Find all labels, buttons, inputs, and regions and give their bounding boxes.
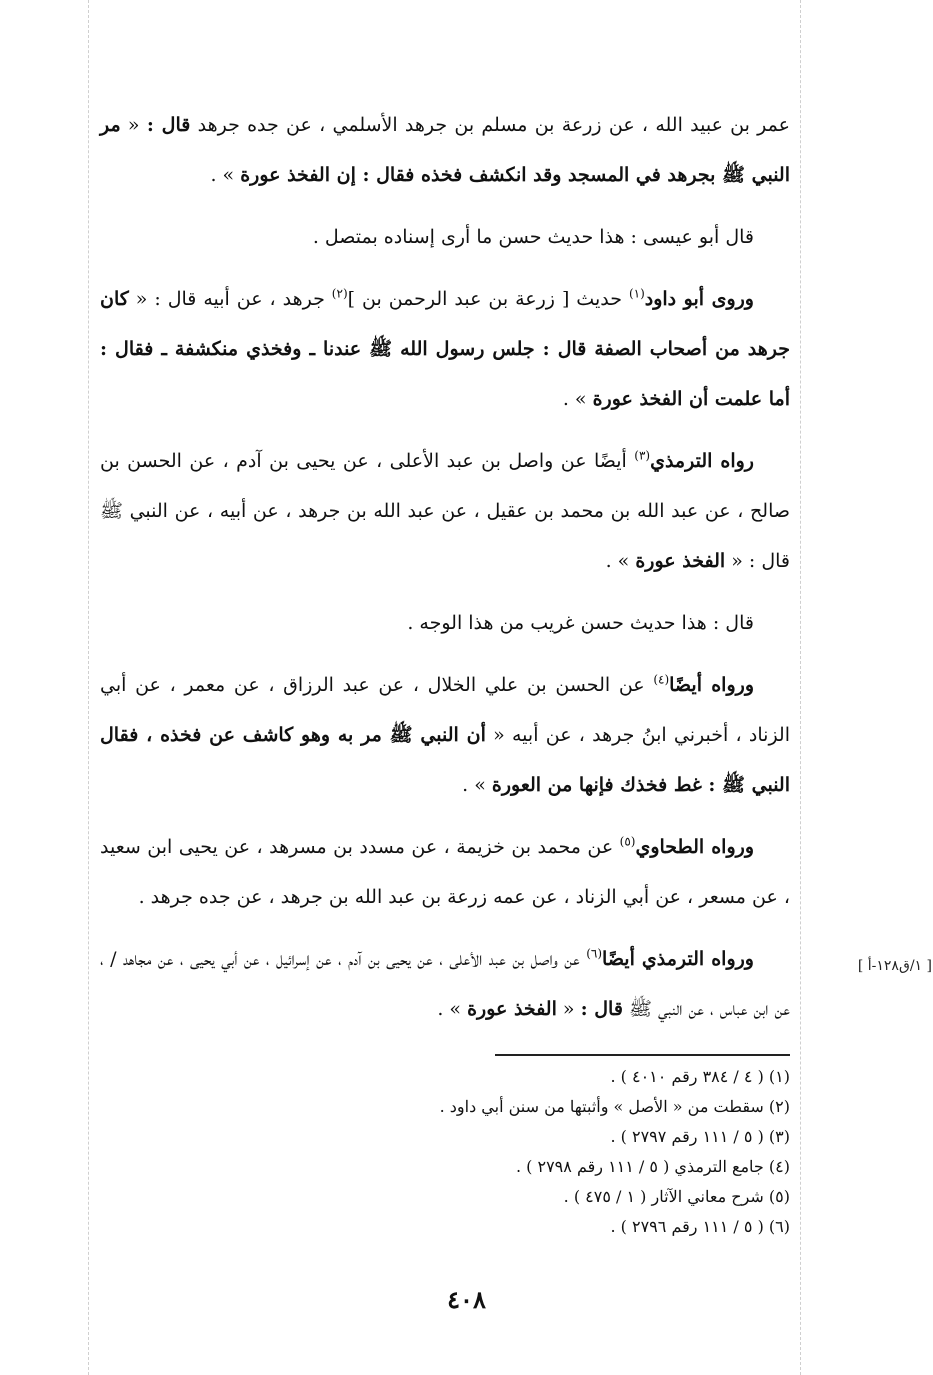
- paragraph-5: [100, 598, 790, 648]
- text-run: قال أبو عيسى : هذا حديث حسن ما أرى إسناده بمتصل .: [312, 226, 754, 248]
- footnote-2: (٢) سقطت من « الأصل » وأثبتها من سنن أبي داود .: [439, 1097, 790, 1116]
- text-run: «: [120, 114, 147, 136]
- bold-text: مر النبي ﷺ بجرهد في المسجد وقد انكشف فخذه فقال : إن الفخذ عورة: [100, 114, 790, 186]
- bold-text: قال :: [580, 998, 623, 1020]
- text-run: » .: [562, 388, 593, 410]
- footnote-3: (٣) ( ٥ / ١١١ رقم ٢٧٩٧ ) .: [610, 1127, 790, 1146]
- text-run: عن محمد بن خزيمة ، عن مسدد بن مسرهد ، عن يحيى ابن سعيد ، عن مسعر ، عن أبي الزناد ، عن عمه زرعة بن عبد الله بن جرهد ، عن جده جرهد .: [100, 836, 790, 908]
- footnote-marker: (٦): [586, 946, 603, 961]
- footnote-6: (٦) ( ٥ / ١١١ رقم ٢٧٩٦ ) .: [610, 1217, 790, 1236]
- footnote-4: (٤) جامع الترمذي ( ٥ / ١١١ رقم ٢٧٩٨ ) .: [515, 1157, 790, 1176]
- footnote-marker: (٣): [634, 448, 651, 463]
- paragraph-1: [100, 100, 790, 200]
- main-text: [100, 100, 790, 1046]
- text-run: » .: [210, 164, 241, 186]
- paragraph-8: [100, 934, 790, 1034]
- footnote-5: (٥) شرح معاني الآثار ( ١ / ٤٧٥ ) .: [563, 1187, 790, 1206]
- bold-text: الفخذ عورة: [635, 550, 726, 572]
- bold-text: ورواه الطحاوي: [635, 836, 754, 858]
- footnote-marker: (٤): [653, 672, 670, 687]
- paragraph-7: [100, 822, 790, 922]
- text-run: أيضًا عن واصل بن عبد الأعلى ، عن يحيى بن آدم ، عن الحسن بن صالح ، عن عبد الله بن محمد بن عقيل ، عن عبد الله بن جرهد ، عن أبيه ، عن النبي ﷺ قال : «: [100, 450, 791, 572]
- bold-text: ورواه أيضًا: [669, 674, 754, 696]
- page-number: ٤٠٨: [447, 1285, 486, 1314]
- paragraph-3: [100, 274, 790, 424]
- text-run: حديث [ زرعة بن عبد الرحمن بن ]: [347, 288, 629, 310]
- text-run: عمر بن عبيد الله ، عن زرعة بن مسلم بن جرهد الأسلمي ، عن جده جرهد: [190, 114, 790, 136]
- scan-artifact-line: [800, 0, 801, 1375]
- bold-text: الفخذ عورة: [467, 998, 557, 1020]
- text-run: » .: [437, 998, 468, 1020]
- paragraph-2: [100, 212, 790, 262]
- bold-text: أن النبي ﷺ مر به وهو كاشف عن فخذه ، فقال النبي ﷺ : غط فخذك فإنها من العورة: [100, 724, 790, 796]
- scan-artifact-line: [88, 0, 89, 1375]
- bold-text: رواه الترمذي: [650, 450, 754, 472]
- footnote-marker: (١): [628, 286, 645, 301]
- footnote-marker: (٥): [619, 834, 636, 849]
- paragraph-4: [100, 436, 790, 586]
- text-run: عن واصل بن عبد الأعلى ، عن يحيى بن آدم ، عن إسرائيل ، عن أبي يحيى ، عن مجاهد / ، عن ابن عباس ، عن النبي ﷺ: [100, 948, 790, 1020]
- footnote-separator: [495, 1054, 790, 1056]
- text-run: » .: [462, 774, 492, 796]
- footnote-marker: (٢): [331, 286, 348, 301]
- text-run: قال : هذا حديث حسن غريب من هذا الوجه .: [407, 612, 754, 634]
- bold-text: قال :: [146, 114, 191, 136]
- text-run: «: [556, 998, 581, 1020]
- footnotes: [300, 1062, 790, 1242]
- bold-text: وروى أبو داود: [644, 288, 754, 310]
- text-run: جرهد ، عن أبيه قال : «: [128, 288, 332, 310]
- bold-text: ورواه الترمذي أيضًا: [602, 948, 754, 970]
- manuscript-folio-reference: [ ١/ق١٢٨-أ ]: [857, 958, 932, 974]
- paragraph-6: [100, 660, 790, 810]
- text-run: عن الحسن بن علي الخلال ، عن عبد الرزاق ، عن معمر ، عن أبي الزناد ، أخبرني ابنُ جرهد ، عن أبيه «: [100, 674, 791, 746]
- text-run: » .: [605, 550, 636, 572]
- bold-text: كان جرهد من أصحاب الصفة قال : جلس رسول الله ﷺ عندنا ـ وفخذي منكشفة ـ فقال : أما علمت أن الفخذ عورة: [100, 288, 790, 410]
- footnote-1: (١) ( ٤ / ٣٨٤ رقم ٤٠١٠ ) .: [610, 1067, 790, 1086]
